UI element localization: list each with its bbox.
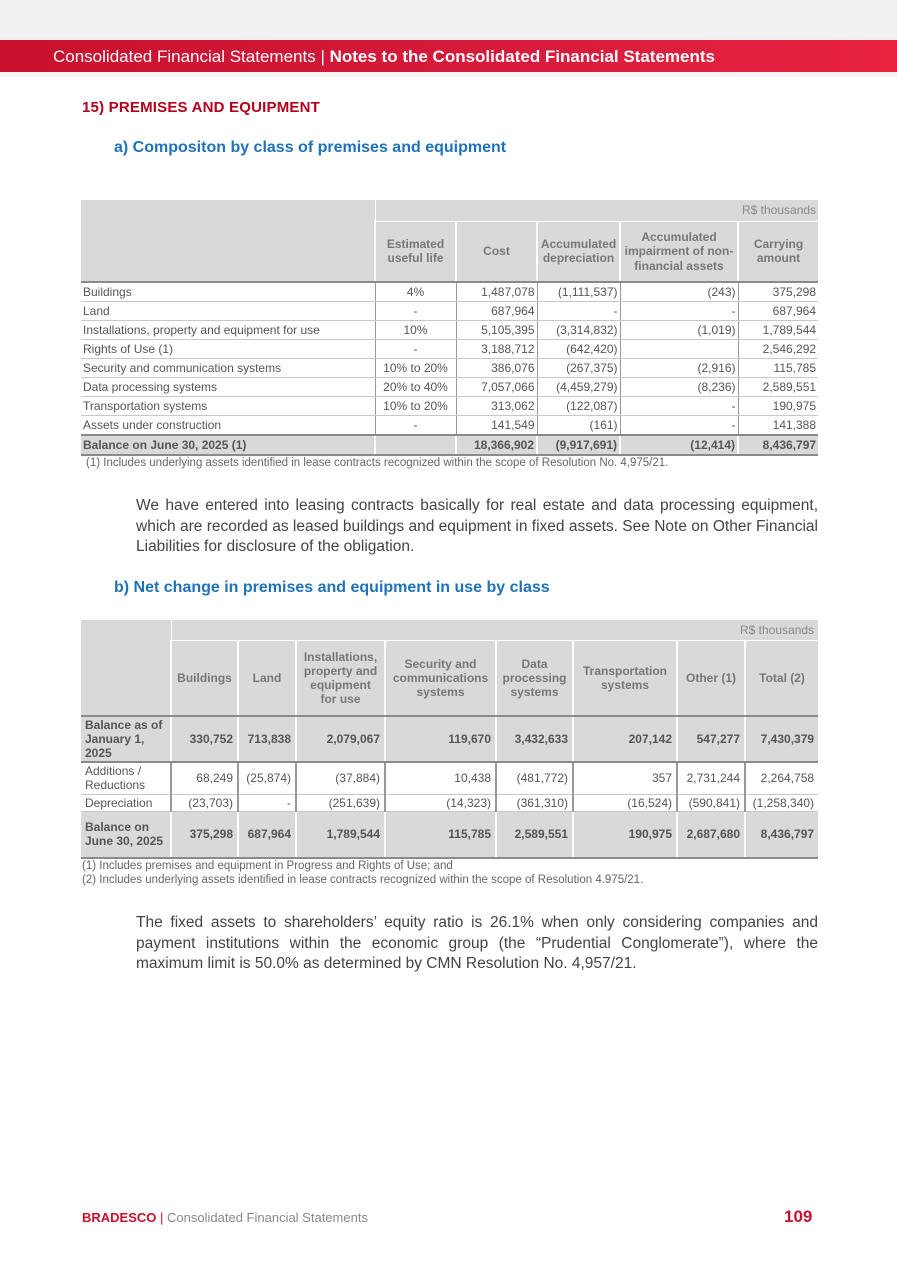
cell: (8,236) — [620, 378, 738, 397]
col-header: Transportation systems — [573, 640, 677, 716]
cell: (12,414) — [620, 435, 738, 455]
footer-separator: | — [160, 1210, 164, 1225]
table-row — [81, 416, 818, 436]
header-section: Consolidated Financial Statements — [53, 47, 316, 66]
part-b-title: b) Net change in premises and equipment in use by class — [114, 579, 550, 596]
cell: (590,841) — [677, 794, 745, 811]
col-header: Estimated useful life — [375, 221, 456, 282]
cell: 1,789,544 — [738, 321, 818, 340]
cell: 8,436,797 — [745, 811, 818, 858]
cell — [620, 340, 738, 359]
cell: (1,019) — [620, 321, 738, 340]
table-row — [81, 397, 818, 416]
cell: 4% — [375, 282, 456, 302]
cell: 141,549 — [456, 416, 537, 436]
row-label: Additions / Reductions — [81, 762, 171, 794]
header-shadow — [0, 72, 897, 77]
row-label: Balance on June 30, 2025 — [81, 811, 171, 858]
cell: 3,432,633 — [496, 716, 573, 762]
row-label: Balance as of January 1, 2025 — [81, 716, 171, 762]
cell: 386,076 — [456, 359, 537, 378]
cell — [375, 435, 456, 455]
cell: 115,785 — [738, 359, 818, 378]
row-label: Buildings — [81, 282, 375, 302]
cell: (16,524) — [573, 794, 677, 811]
row-label: Rights of Use (1) — [81, 340, 375, 359]
cell: (14,323) — [385, 794, 496, 811]
cell: 8,436,797 — [738, 435, 818, 455]
cell: 2,687,680 — [677, 811, 745, 858]
table-unit-row — [81, 620, 818, 640]
row-label: Balance on June 30, 2025 (1) — [81, 435, 375, 455]
col-header: Buildings — [171, 640, 238, 716]
cell: - — [375, 340, 456, 359]
header-separator: | — [320, 47, 325, 66]
cell: (361,310) — [496, 794, 573, 811]
section-header-text — [53, 47, 715, 67]
cell: 190,975 — [738, 397, 818, 416]
col-header: Security and communications systems — [385, 640, 496, 716]
top-margin — [0, 0, 897, 40]
cell: 5,105,395 — [456, 321, 537, 340]
cell: (642,420) — [537, 340, 620, 359]
cell: - — [537, 302, 620, 321]
cell: 687,964 — [456, 302, 537, 321]
row-label: Security and communication systems — [81, 359, 375, 378]
cell: 7,057,066 — [456, 378, 537, 397]
table-row — [81, 340, 818, 359]
unit-label: R$ thousands — [171, 620, 818, 640]
cell: 375,298 — [171, 811, 238, 858]
cell: (37,884) — [296, 762, 385, 794]
cell: 190,975 — [573, 811, 677, 858]
cell: - — [375, 302, 456, 321]
composition-table — [81, 200, 818, 456]
cell: (161) — [537, 416, 620, 436]
cell: 7,430,379 — [745, 716, 818, 762]
cell: - — [238, 794, 296, 811]
col-header: Data processing systems — [496, 640, 573, 716]
footnote: (1) Includes underlying assets identified in lease contracts recognized within the scope of Resolution No. 4,975/21. — [86, 457, 669, 469]
cell: (3,314,832) — [537, 321, 620, 340]
cell: (9,917,691) — [537, 435, 620, 455]
cell: (267,375) — [537, 359, 620, 378]
table-total-row — [81, 435, 818, 455]
table-header-row — [81, 221, 818, 282]
footer — [82, 1210, 368, 1225]
col-header: Total (2) — [745, 640, 818, 716]
cell: 687,964 — [738, 302, 818, 321]
table-row — [81, 811, 818, 858]
cell: 10% to 20% — [375, 359, 456, 378]
col-header: Accumulated depreciation — [537, 221, 620, 282]
cell: - — [620, 397, 738, 416]
cell: (4,459,279) — [537, 378, 620, 397]
cell: (25,874) — [238, 762, 296, 794]
row-label: Depreciation — [81, 794, 171, 811]
row-label: Installations, property and equipment for use — [81, 321, 375, 340]
page-number: 109 — [784, 1207, 813, 1226]
col-header: Other (1) — [677, 640, 745, 716]
table-header-row — [81, 640, 818, 716]
col-header: Cost — [456, 221, 537, 282]
footnote: (1) Includes premises and equipment in Progress and Rights of Use; and — [82, 860, 453, 872]
cell: 10,438 — [385, 762, 496, 794]
cell: (251,639) — [296, 794, 385, 811]
footnote: (2) Includes underlying assets identified in lease contracts recognized within the scope of Resolution 4.975/21. — [82, 874, 644, 886]
cell: 2,589,551 — [496, 811, 573, 858]
cell: 10% — [375, 321, 456, 340]
cell: - — [620, 302, 738, 321]
cell: 2,264,758 — [745, 762, 818, 794]
cell: - — [375, 416, 456, 436]
cell: (481,772) — [496, 762, 573, 794]
table-row — [81, 794, 818, 811]
cell: (243) — [620, 282, 738, 302]
row-label: Data processing systems — [81, 378, 375, 397]
table-row — [81, 321, 818, 340]
cell: 18,366,902 — [456, 435, 537, 455]
header-subsection: Notes to the Consolidated Financial Statements — [329, 47, 715, 66]
table-row — [81, 359, 818, 378]
cell: 141,388 — [738, 416, 818, 436]
part-a-title: a) Compositon by class of premises and equipment — [114, 139, 507, 156]
row-label: Transportation systems — [81, 397, 375, 416]
cell: (1,111,537) — [537, 282, 620, 302]
cell: (23,703) — [171, 794, 238, 811]
footer-brand: BRADESCO — [82, 1210, 157, 1225]
cell: 20% to 40% — [375, 378, 456, 397]
cell: 547,277 — [677, 716, 745, 762]
unit-label: R$ thousands — [375, 200, 818, 221]
cell: 313,062 — [456, 397, 537, 416]
table-row — [81, 282, 818, 302]
col-header: Accumulated impairment of non-financial assets — [620, 221, 738, 282]
cell: 119,670 — [385, 716, 496, 762]
col-header: Installations, property and equipment for use — [296, 640, 385, 716]
col-header: Carrying amount — [738, 221, 818, 282]
cell: 2,079,067 — [296, 716, 385, 762]
table-row — [81, 378, 818, 397]
cell: 330,752 — [171, 716, 238, 762]
paragraph: The fixed assets to shareholders’ equity ratio is 26.1% when only considering companies and payment institutions within the economic group (the “Prudential Conglomerate”), where the maximum limit is 50.0% as determined by CMN Resolution No. 4,957/21. — [136, 914, 818, 972]
note-title: 15) PREMISES AND EQUIPMENT — [82, 99, 321, 116]
cell: 1,487,078 — [456, 282, 537, 302]
cell: 1,789,544 — [296, 811, 385, 858]
table-row — [81, 302, 818, 321]
paragraph: We have entered into leasing contracts basically for real estate and data processing equipment, which are recorded as leased buildings and equipment in fixed assets. See Note on Other Financial Liabilities for disclosure of the obligation. — [136, 497, 818, 555]
cell: 10% to 20% — [375, 397, 456, 416]
cell: 3,188,712 — [456, 340, 537, 359]
cell: 2,731,244 — [677, 762, 745, 794]
cell: 207,142 — [573, 716, 677, 762]
cell: (122,087) — [537, 397, 620, 416]
cell: 2,589,551 — [738, 378, 818, 397]
cell: 713,838 — [238, 716, 296, 762]
cell: - — [620, 416, 738, 436]
cell: 2,546,292 — [738, 340, 818, 359]
cell: (1,258,340) — [745, 794, 818, 811]
row-label: Assets under construction — [81, 416, 375, 436]
cell: 68,249 — [171, 762, 238, 794]
table-unit-row — [81, 200, 818, 221]
cell: 115,785 — [385, 811, 496, 858]
cell: 687,964 — [238, 811, 296, 858]
cell: (2,916) — [620, 359, 738, 378]
table-row — [81, 762, 818, 794]
cell: 357 — [573, 762, 677, 794]
footer-title: Consolidated Financial Statements — [167, 1210, 368, 1225]
section-header-bar — [0, 40, 897, 72]
row-label: Land — [81, 302, 375, 321]
col-header: Land — [238, 640, 296, 716]
net-change-table — [81, 620, 818, 859]
table-row — [81, 716, 818, 762]
cell: 375,298 — [738, 282, 818, 302]
